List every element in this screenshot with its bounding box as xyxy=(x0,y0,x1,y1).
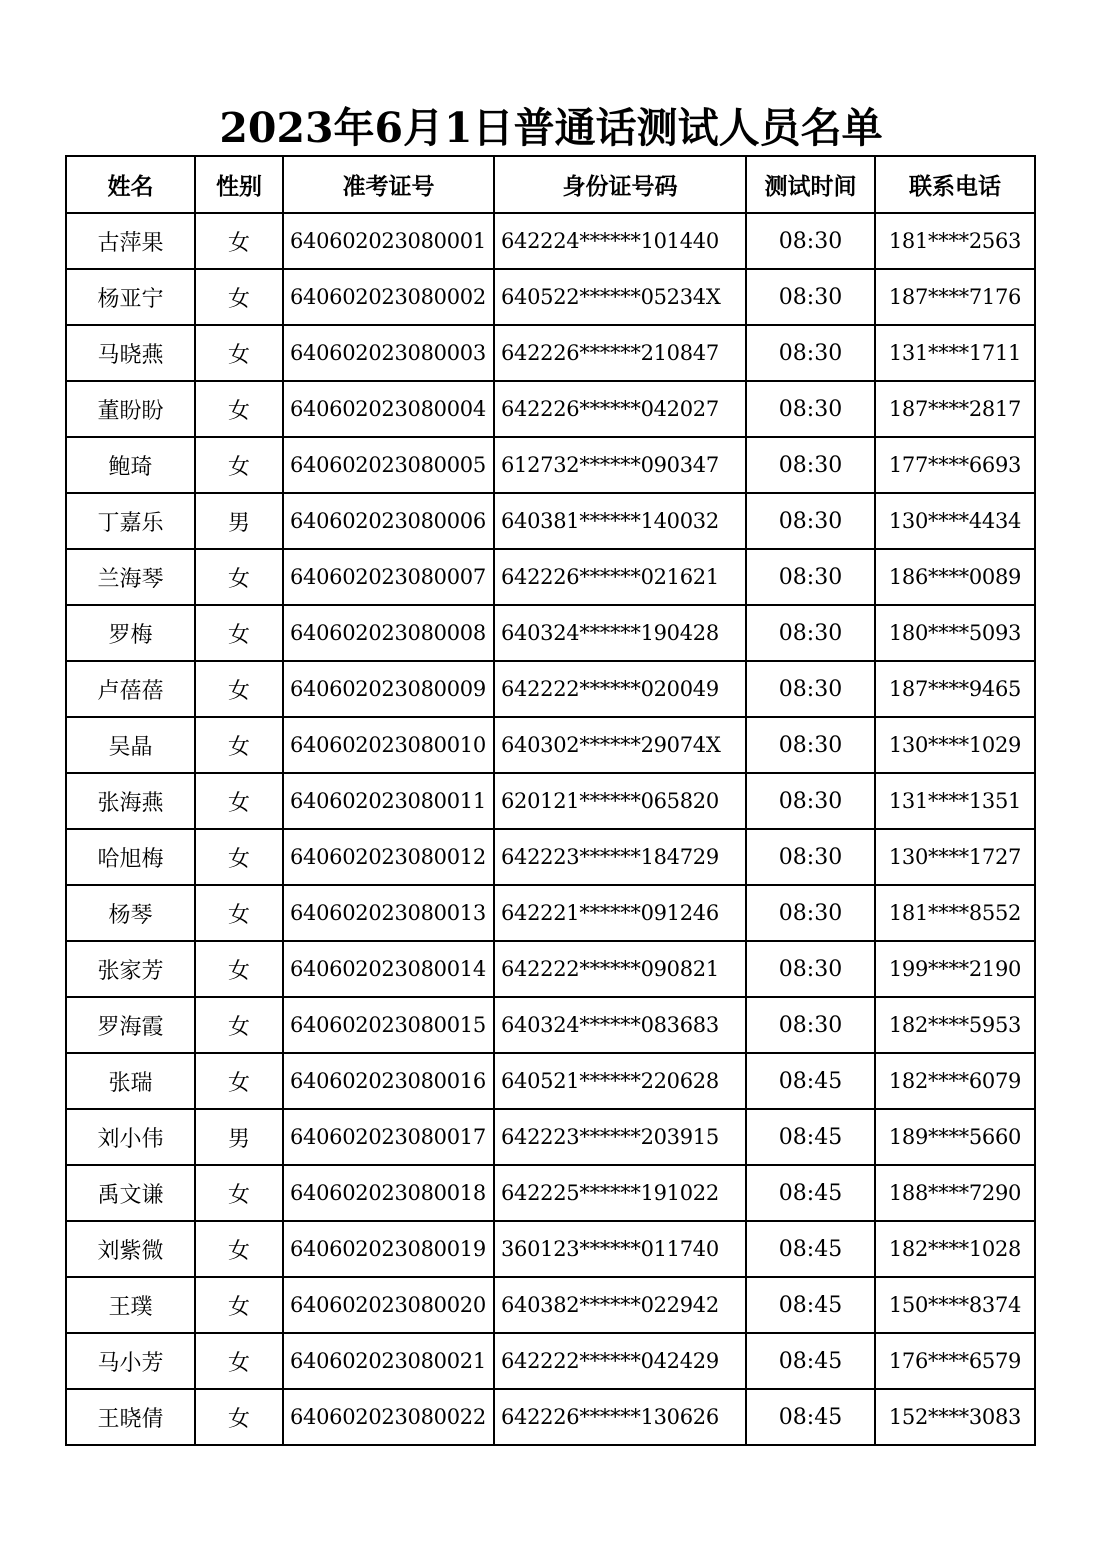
cell-phone: 182****6079 xyxy=(875,1053,1035,1109)
header-phone: 联系电话 xyxy=(875,156,1035,213)
cell-gender: 女 xyxy=(195,1221,283,1277)
table-body xyxy=(66,213,1035,1445)
cell-test-time: 08:30 xyxy=(746,997,875,1053)
cell-name: 刘小伟 xyxy=(66,1109,195,1165)
cell-ticket-number: 640602023080016 xyxy=(283,1053,494,1109)
cell-test-time: 08:30 xyxy=(746,717,875,773)
cell-test-time: 08:30 xyxy=(746,605,875,661)
cell-phone: 186****0089 xyxy=(875,549,1035,605)
cell-id-number: 620121******065820 xyxy=(494,773,746,829)
header-name: 姓名 xyxy=(66,156,195,213)
cell-name: 罗海霞 xyxy=(66,997,195,1053)
cell-gender: 女 xyxy=(195,325,283,381)
table-row xyxy=(66,325,1035,381)
table-row xyxy=(66,1277,1035,1333)
cell-ticket-number: 640602023080019 xyxy=(283,1221,494,1277)
cell-phone: 150****8374 xyxy=(875,1277,1035,1333)
cell-phone: 187****2817 xyxy=(875,381,1035,437)
cell-test-time: 08:45 xyxy=(746,1333,875,1389)
table-row xyxy=(66,661,1035,717)
table-row xyxy=(66,549,1035,605)
table-row xyxy=(66,773,1035,829)
cell-ticket-number: 640602023080022 xyxy=(283,1389,494,1445)
cell-id-number: 360123******011740 xyxy=(494,1221,746,1277)
cell-ticket-number: 640602023080007 xyxy=(283,549,494,605)
cell-id-number: 642226******130626 xyxy=(494,1389,746,1445)
cell-name: 吴晶 xyxy=(66,717,195,773)
cell-test-time: 08:30 xyxy=(746,829,875,885)
cell-test-time: 08:45 xyxy=(746,1109,875,1165)
cell-name: 马晓燕 xyxy=(66,325,195,381)
table-row xyxy=(66,213,1035,269)
cell-phone: 189****5660 xyxy=(875,1109,1035,1165)
table-row xyxy=(66,269,1035,325)
cell-id-number: 642226******042027 xyxy=(494,381,746,437)
cell-test-time: 08:30 xyxy=(746,885,875,941)
cell-ticket-number: 640602023080014 xyxy=(283,941,494,997)
cell-phone: 188****7290 xyxy=(875,1165,1035,1221)
cell-test-time: 08:45 xyxy=(746,1389,875,1445)
cell-ticket-number: 640602023080001 xyxy=(283,213,494,269)
table-header xyxy=(66,156,1035,213)
cell-ticket-number: 640602023080017 xyxy=(283,1109,494,1165)
cell-ticket-number: 640602023080004 xyxy=(283,381,494,437)
table-row xyxy=(66,1053,1035,1109)
cell-phone: 130****1029 xyxy=(875,717,1035,773)
header-gender: 性别 xyxy=(195,156,283,213)
cell-ticket-number: 640602023080011 xyxy=(283,773,494,829)
cell-test-time: 08:30 xyxy=(746,493,875,549)
cell-gender: 女 xyxy=(195,941,283,997)
cell-ticket-number: 640602023080020 xyxy=(283,1277,494,1333)
cell-id-number: 642225******191022 xyxy=(494,1165,746,1221)
cell-gender: 女 xyxy=(195,437,283,493)
cell-ticket-number: 640602023080003 xyxy=(283,325,494,381)
cell-name: 罗梅 xyxy=(66,605,195,661)
table-row xyxy=(66,381,1035,437)
header-id-number: 身份证号码 xyxy=(494,156,746,213)
cell-ticket-number: 640602023080006 xyxy=(283,493,494,549)
roster-table xyxy=(65,155,1036,1446)
cell-name: 卢蓓蓓 xyxy=(66,661,195,717)
cell-name: 杨亚宁 xyxy=(66,269,195,325)
cell-ticket-number: 640602023080015 xyxy=(283,997,494,1053)
cell-gender: 男 xyxy=(195,1109,283,1165)
table-row xyxy=(66,997,1035,1053)
cell-name: 张家芳 xyxy=(66,941,195,997)
cell-ticket-number: 640602023080002 xyxy=(283,269,494,325)
cell-test-time: 08:45 xyxy=(746,1165,875,1221)
cell-gender: 女 xyxy=(195,1389,283,1445)
cell-id-number: 640324******083683 xyxy=(494,997,746,1053)
cell-phone: 152****3083 xyxy=(875,1389,1035,1445)
cell-gender: 女 xyxy=(195,717,283,773)
cell-name: 禹文谦 xyxy=(66,1165,195,1221)
cell-phone: 199****2190 xyxy=(875,941,1035,997)
cell-ticket-number: 640602023080021 xyxy=(283,1333,494,1389)
cell-name: 张海燕 xyxy=(66,773,195,829)
cell-gender: 女 xyxy=(195,1277,283,1333)
cell-id-number: 640521******220628 xyxy=(494,1053,746,1109)
cell-name: 古萍果 xyxy=(66,213,195,269)
cell-phone: 177****6693 xyxy=(875,437,1035,493)
cell-id-number: 642226******021621 xyxy=(494,549,746,605)
cell-phone: 181****2563 xyxy=(875,213,1035,269)
cell-phone: 187****7176 xyxy=(875,269,1035,325)
cell-name: 兰海琴 xyxy=(66,549,195,605)
table-row xyxy=(66,941,1035,997)
cell-name: 杨琴 xyxy=(66,885,195,941)
cell-gender: 女 xyxy=(195,997,283,1053)
cell-ticket-number: 640602023080005 xyxy=(283,437,494,493)
cell-gender: 女 xyxy=(195,381,283,437)
cell-id-number: 640381******140032 xyxy=(494,493,746,549)
cell-id-number: 640324******190428 xyxy=(494,605,746,661)
table-row xyxy=(66,1109,1035,1165)
cell-phone: 131****1351 xyxy=(875,773,1035,829)
cell-id-number: 642222******042429 xyxy=(494,1333,746,1389)
table-row xyxy=(66,493,1035,549)
cell-gender: 女 xyxy=(195,1165,283,1221)
cell-test-time: 08:30 xyxy=(746,213,875,269)
header-row xyxy=(66,156,1035,213)
table-row xyxy=(66,1389,1035,1445)
table-row xyxy=(66,1165,1035,1221)
cell-id-number: 642222******020049 xyxy=(494,661,746,717)
cell-gender: 女 xyxy=(195,885,283,941)
cell-phone: 130****4434 xyxy=(875,493,1035,549)
cell-gender: 男 xyxy=(195,493,283,549)
cell-test-time: 08:30 xyxy=(746,437,875,493)
header-test-time: 测试时间 xyxy=(746,156,875,213)
table-row xyxy=(66,829,1035,885)
cell-test-time: 08:30 xyxy=(746,941,875,997)
cell-ticket-number: 640602023080012 xyxy=(283,829,494,885)
cell-gender: 女 xyxy=(195,1333,283,1389)
cell-gender: 女 xyxy=(195,1053,283,1109)
cell-id-number: 640382******022942 xyxy=(494,1277,746,1333)
cell-name: 王璞 xyxy=(66,1277,195,1333)
cell-test-time: 08:45 xyxy=(746,1277,875,1333)
cell-test-time: 08:30 xyxy=(746,269,875,325)
cell-name: 王晓倩 xyxy=(66,1389,195,1445)
cell-name: 马小芳 xyxy=(66,1333,195,1389)
cell-phone: 181****8552 xyxy=(875,885,1035,941)
cell-phone: 131****1711 xyxy=(875,325,1035,381)
cell-ticket-number: 640602023080008 xyxy=(283,605,494,661)
cell-phone: 187****9465 xyxy=(875,661,1035,717)
cell-ticket-number: 640602023080018 xyxy=(283,1165,494,1221)
cell-test-time: 08:45 xyxy=(746,1221,875,1277)
cell-name: 鲍琦 xyxy=(66,437,195,493)
table-row xyxy=(66,717,1035,773)
cell-id-number: 642224******101440 xyxy=(494,213,746,269)
cell-phone: 182****1028 xyxy=(875,1221,1035,1277)
cell-name: 张瑞 xyxy=(66,1053,195,1109)
page-title: 2023年6月1日普通话测试人员名单 xyxy=(219,104,883,152)
cell-name: 哈旭梅 xyxy=(66,829,195,885)
cell-phone: 176****6579 xyxy=(875,1333,1035,1389)
table-row xyxy=(66,1333,1035,1389)
cell-ticket-number: 640602023080010 xyxy=(283,717,494,773)
cell-test-time: 08:30 xyxy=(746,381,875,437)
cell-test-time: 08:30 xyxy=(746,661,875,717)
cell-phone: 130****1727 xyxy=(875,829,1035,885)
cell-gender: 女 xyxy=(195,605,283,661)
cell-test-time: 08:30 xyxy=(746,549,875,605)
cell-gender: 女 xyxy=(195,549,283,605)
table-row xyxy=(66,885,1035,941)
cell-gender: 女 xyxy=(195,269,283,325)
table-row xyxy=(66,1221,1035,1277)
cell-gender: 女 xyxy=(195,773,283,829)
cell-ticket-number: 640602023080013 xyxy=(283,885,494,941)
cell-id-number: 642222******090821 xyxy=(494,941,746,997)
cell-name: 董盼盼 xyxy=(66,381,195,437)
cell-id-number: 642221******091246 xyxy=(494,885,746,941)
header-ticket-number: 准考证号 xyxy=(283,156,494,213)
cell-id-number: 640522******05234X xyxy=(494,269,746,325)
cell-test-time: 08:30 xyxy=(746,325,875,381)
cell-name: 刘紫微 xyxy=(66,1221,195,1277)
cell-id-number: 642223******203915 xyxy=(494,1109,746,1165)
cell-phone: 180****5093 xyxy=(875,605,1035,661)
cell-ticket-number: 640602023080009 xyxy=(283,661,494,717)
cell-gender: 女 xyxy=(195,829,283,885)
cell-gender: 女 xyxy=(195,661,283,717)
cell-test-time: 08:45 xyxy=(746,1053,875,1109)
cell-id-number: 642223******184729 xyxy=(494,829,746,885)
cell-name: 丁嘉乐 xyxy=(66,493,195,549)
cell-gender: 女 xyxy=(195,213,283,269)
cell-phone: 182****5953 xyxy=(875,997,1035,1053)
cell-test-time: 08:30 xyxy=(746,773,875,829)
table-row xyxy=(66,605,1035,661)
table-row xyxy=(66,437,1035,493)
cell-id-number: 612732******090347 xyxy=(494,437,746,493)
cell-id-number: 642226******210847 xyxy=(494,325,746,381)
cell-id-number: 640302******29074X xyxy=(494,717,746,773)
